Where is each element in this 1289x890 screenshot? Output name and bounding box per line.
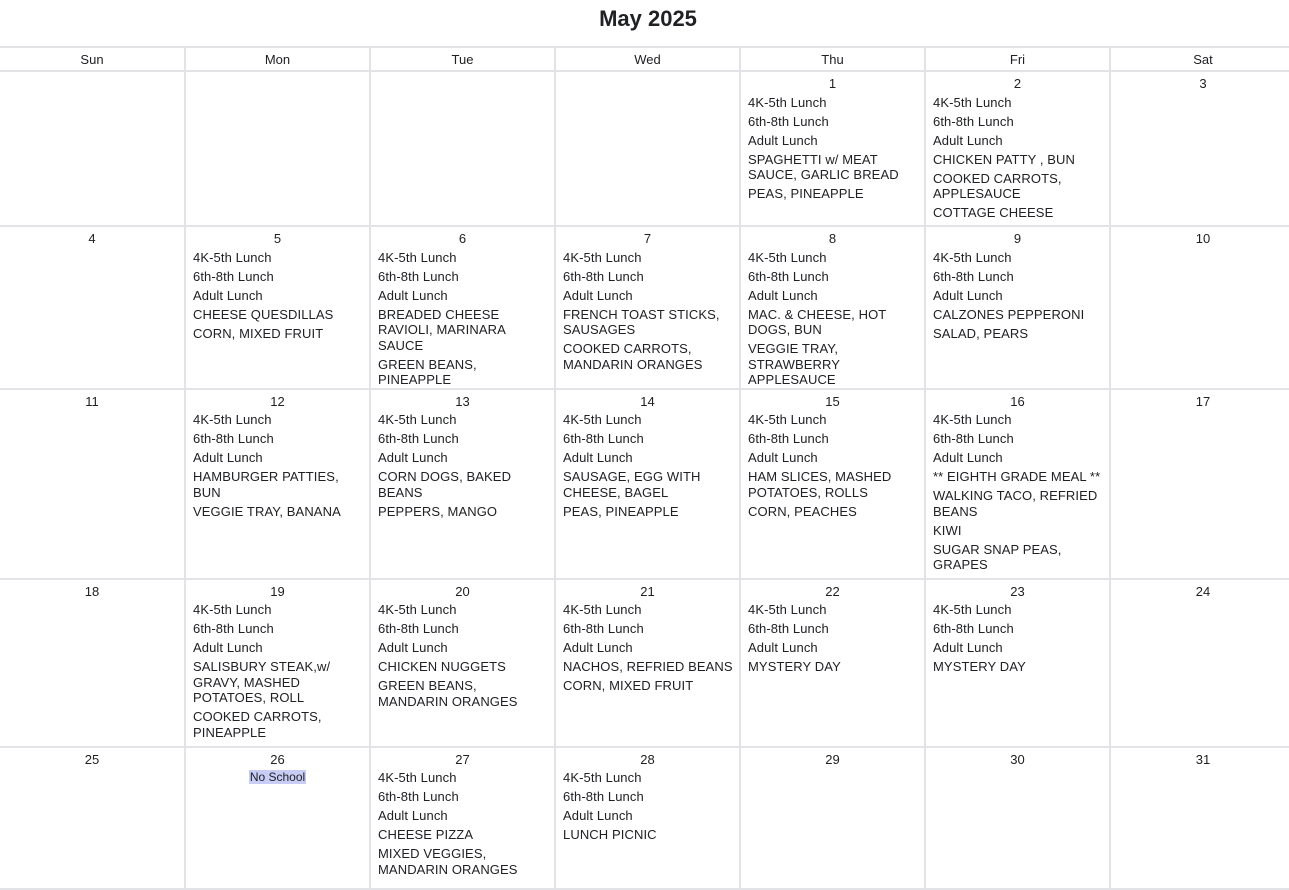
day-number: 27 (455, 751, 470, 767)
menu-list (371, 412, 554, 519)
day-cell[interactable] (370, 71, 555, 226)
lunch-group-link[interactable]: 4K-5th Lunch (748, 94, 827, 110)
day-cell[interactable] (370, 747, 555, 889)
lunch-group-link[interactable]: 4K-5th Lunch (748, 602, 827, 617)
day-cell[interactable] (1110, 389, 1289, 579)
menu-list (186, 250, 369, 342)
menu-item: WALKING TACO, REFRIED BEANS (933, 488, 1098, 519)
menu-list (371, 770, 554, 877)
lunch-group-link[interactable]: 4K-5th Lunch (563, 770, 642, 785)
lunch-group-link[interactable]: 6th-8th Lunch (748, 431, 829, 446)
day-number (556, 76, 739, 91)
lunch-group-link[interactable]: 4K-5th Lunch (378, 770, 457, 785)
day-cell[interactable] (740, 71, 925, 226)
lunch-group-link[interactable]: 4K-5th Lunch (933, 602, 1012, 617)
lunch-group-link[interactable]: 4K-5th Lunch (378, 412, 457, 427)
menu-list (741, 412, 924, 519)
week-row (0, 71, 1289, 226)
day-number: 7 (643, 231, 652, 246)
menu-item: FRENCH TOAST STICKS, SAUSAGES (563, 306, 720, 337)
day-cell[interactable] (1110, 71, 1289, 226)
day-cell[interactable] (925, 71, 1110, 226)
day-number: 2 (1013, 76, 1022, 91)
day-cell[interactable] (0, 71, 185, 226)
day-number (371, 76, 554, 91)
day-cell[interactable] (185, 226, 370, 389)
menu-item: GREEN BEANS, MANDARIN ORANGES (378, 678, 518, 709)
menu-item: BREADED CHEESE RAVIOLI, MARINARA SAUCE (378, 306, 506, 353)
menu-item: LUNCH PICNIC (563, 827, 657, 842)
day-cell[interactable] (1110, 226, 1289, 389)
lunch-group-link[interactable]: 6th-8th Lunch (748, 621, 829, 636)
lunch-group-link[interactable]: Adult Lunch (193, 450, 263, 465)
lunch-group-link[interactable]: 4K-5th Lunch (933, 94, 1012, 110)
lunch-group-link[interactable]: Adult Lunch (933, 450, 1003, 465)
day-number: 17 (1195, 393, 1211, 409)
menu-item: MAC. & CHEESE, HOT DOGS, BUN (748, 306, 887, 337)
menu-item: SUGAR SNAP PEAS, GRAPES (933, 541, 1062, 572)
day-cell[interactable] (0, 747, 185, 889)
day-cell[interactable] (0, 226, 185, 389)
day-number: 15 (825, 393, 840, 409)
day-number: 19 (270, 583, 285, 599)
menu-item: KIWI (933, 522, 962, 538)
day-cell[interactable] (740, 389, 925, 579)
menu-item: CHEESE QUESDILLAS (193, 306, 334, 322)
no-school-event[interactable] (186, 770, 369, 784)
week-row (0, 389, 1289, 579)
day-cell[interactable] (1110, 747, 1289, 889)
day-cell[interactable] (740, 226, 925, 389)
day-header-row (0, 47, 1289, 71)
day-number: 11 (85, 393, 99, 409)
menu-list (556, 602, 739, 694)
day-cell[interactable] (555, 226, 740, 389)
day-cell[interactable] (370, 389, 555, 579)
day-header-sun: Sun (0, 47, 185, 71)
lunch-group-link[interactable]: 6th-8th Lunch (933, 621, 1014, 636)
menu-item: CORN DOGS, BAKED BEANS (378, 469, 512, 500)
lunch-group-link[interactable]: 4K-5th Lunch (193, 249, 272, 265)
menu-item: CORN, MIXED FRUIT (563, 678, 694, 693)
day-number: 1 (828, 76, 837, 91)
day-number: 20 (455, 583, 470, 599)
menu-list (926, 412, 1109, 573)
lunch-group-link[interactable]: 6th-8th Lunch (563, 268, 644, 284)
lunch-group-link[interactable]: Adult Lunch (748, 450, 818, 465)
menu-item: CHEESE PIZZA (378, 827, 474, 842)
menu-list (741, 250, 924, 388)
menu-item: GREEN BEANS, PINEAPPLE (378, 356, 477, 387)
lunch-group-link[interactable]: Adult Lunch (563, 808, 633, 823)
day-number (0, 76, 184, 91)
lunch-group-link[interactable]: 6th-8th Lunch (933, 268, 1014, 284)
lunch-group-link[interactable]: 4K-5th Lunch (933, 249, 1012, 265)
lunch-group-link[interactable]: 4K-5th Lunch (933, 412, 1012, 427)
day-cell[interactable] (1110, 579, 1289, 747)
lunch-group-link[interactable]: 4K-5th Lunch (563, 412, 642, 427)
menu-list (186, 412, 369, 519)
lunch-group-link[interactable]: 4K-5th Lunch (563, 602, 642, 617)
menu-item: CHICKEN PATTY , BUN (933, 151, 1076, 167)
menu-item: PEAS, PINEAPPLE (748, 186, 864, 201)
day-number: 3 (1199, 76, 1207, 91)
day-cell[interactable] (555, 71, 740, 226)
day-cell[interactable] (0, 389, 185, 579)
menu-item: SPAGHETTI w/ MEAT SAUCE, GARLIC BREAD (748, 151, 899, 182)
lunch-group-link[interactable]: 6th-8th Lunch (563, 621, 644, 636)
day-number: 26 (270, 751, 285, 767)
day-number: 31 (1195, 751, 1211, 767)
menu-item: HAMBURGER PATTIES, BUN (193, 469, 339, 500)
lunch-group-link[interactable]: 6th-8th Lunch (933, 431, 1014, 446)
menu-list (556, 250, 739, 373)
menu-item: MYSTERY DAY (933, 659, 1026, 674)
day-number: 14 (640, 393, 655, 409)
menu-item: MIXED VEGGIES, MANDARIN ORANGES (378, 846, 518, 877)
lunch-group-link[interactable]: 4K-5th Lunch (378, 602, 457, 617)
menu-list (371, 602, 554, 709)
day-cell[interactable] (555, 747, 740, 889)
menu-list (741, 602, 924, 675)
lunch-group-link[interactable]: Adult Lunch (378, 450, 448, 465)
day-cell[interactable] (0, 579, 185, 747)
calendar-grid (0, 46, 1289, 890)
lunch-group-link[interactable]: Adult Lunch (933, 287, 1003, 303)
day-cell[interactable] (370, 579, 555, 747)
day-number: 5 (273, 231, 282, 246)
week-row (0, 226, 1289, 389)
day-number: 22 (825, 583, 840, 599)
day-number: 18 (84, 583, 100, 599)
menu-item: VEGGIE TRAY, STRAWBERRY APPLESAUCE (748, 341, 840, 387)
day-header-tue: Tue (370, 47, 555, 71)
menu-list (371, 250, 554, 388)
day-number: 8 (828, 231, 837, 246)
day-cell[interactable] (185, 71, 370, 226)
menu-item: COOKED CARROTS, PINEAPPLE (193, 709, 322, 740)
day-header-sat: Sat (1110, 47, 1289, 71)
menu-item: ** EIGHTH GRADE MEAL ** (933, 469, 1101, 484)
day-header-thu: Thu (740, 47, 925, 71)
lunch-group-link[interactable]: 6th-8th Lunch (378, 621, 459, 636)
menu-item: VEGGIE TRAY, BANANA (193, 503, 341, 519)
lunch-group-link[interactable]: Adult Lunch (748, 287, 818, 303)
menu-item: MYSTERY DAY (748, 659, 841, 674)
lunch-group-link[interactable]: 4K-5th Lunch (193, 602, 272, 617)
lunch-group-link[interactable]: 4K-5th Lunch (748, 249, 827, 265)
menu-list (556, 412, 739, 519)
day-header-mon: Mon (185, 47, 370, 71)
lunch-group-link[interactable]: 6th-8th Lunch (933, 113, 1014, 129)
menu-item: CORN, PEACHES (748, 503, 857, 519)
day-cell[interactable] (185, 747, 370, 889)
day-cell[interactable] (185, 389, 370, 579)
day-cell[interactable] (185, 579, 370, 747)
day-cell[interactable] (370, 226, 555, 389)
calendar-title: May 2025 (599, 6, 697, 31)
menu-item: HAM SLICES, MASHED POTATOES, ROLLS (748, 469, 892, 500)
lunch-group-link[interactable]: Adult Lunch (933, 640, 1003, 655)
lunch-group-link[interactable]: 4K-5th Lunch (193, 412, 272, 427)
week-row (0, 579, 1289, 747)
lunch-group-link[interactable]: Adult Lunch (563, 450, 633, 465)
lunch-group-link[interactable]: 6th-8th Lunch (378, 789, 459, 804)
lunch-group-link[interactable]: 6th-8th Lunch (193, 431, 274, 446)
event-label: No School (249, 769, 306, 784)
lunch-group-link[interactable]: Adult Lunch (378, 808, 448, 823)
day-cell[interactable] (740, 747, 925, 889)
lunch-group-link[interactable]: 6th-8th Lunch (748, 268, 829, 284)
day-number (186, 76, 369, 91)
lunch-group-link[interactable]: Adult Lunch (563, 287, 633, 303)
menu-list (926, 95, 1109, 221)
menu-list (186, 602, 369, 740)
day-cell[interactable] (925, 747, 1110, 889)
menu-item: CORN, MIXED FRUIT (193, 325, 324, 341)
day-number: 21 (640, 583, 655, 599)
day-cell[interactable] (925, 226, 1110, 389)
day-header-wed: Wed (555, 47, 740, 71)
day-number: 24 (1195, 583, 1211, 599)
menu-item: CALZONES PEPPERONI (933, 306, 1085, 322)
lunch-group-link[interactable]: Adult Lunch (193, 287, 263, 303)
lunch-group-link[interactable]: 4K-5th Lunch (378, 249, 457, 265)
lunch-group-link[interactable]: Adult Lunch (378, 287, 448, 303)
lunch-group-link[interactable]: 6th-8th Lunch (563, 431, 644, 446)
lunch-group-link[interactable]: 6th-8th Lunch (378, 268, 459, 284)
day-cell[interactable] (555, 579, 740, 747)
day-cell[interactable] (555, 389, 740, 579)
lunch-group-link[interactable]: 4K-5th Lunch (563, 249, 642, 265)
day-number: 30 (1010, 751, 1025, 767)
menu-list (741, 95, 924, 202)
lunch-group-link[interactable]: 6th-8th Lunch (193, 268, 274, 284)
lunch-group-link[interactable]: Adult Lunch (378, 640, 448, 655)
menu-item: PEAS, PINEAPPLE (563, 503, 679, 519)
menu-item: PEPPERS, MANGO (378, 503, 498, 519)
day-number: 13 (455, 393, 470, 409)
lunch-group-link[interactable]: 6th-8th Lunch (748, 113, 829, 129)
menu-item: SALAD, PEARS (933, 325, 1029, 341)
day-header-fri: Fri (925, 47, 1110, 71)
day-number: 23 (1010, 583, 1025, 599)
day-number: 10 (1195, 231, 1211, 246)
menu-item: CHICKEN NUGGETS (378, 659, 506, 674)
day-number: 12 (270, 393, 285, 409)
menu-item: NACHOS, REFRIED BEANS (563, 659, 733, 674)
day-cell[interactable] (925, 389, 1110, 579)
day-cell[interactable] (740, 579, 925, 747)
lunch-group-link[interactable]: Adult Lunch (748, 640, 818, 655)
day-number: 28 (640, 751, 655, 767)
day-number: 25 (84, 751, 100, 767)
menu-item: COOKED CARROTS, MANDARIN ORANGES (563, 341, 703, 372)
day-cell[interactable] (925, 579, 1110, 747)
lunch-group-link[interactable]: Adult Lunch (193, 640, 263, 655)
menu-list (926, 602, 1109, 675)
lunch-group-link[interactable]: Adult Lunch (748, 132, 818, 148)
week-row (0, 747, 1289, 889)
lunch-group-link[interactable]: 4K-5th Lunch (748, 412, 827, 427)
lunch-group-link[interactable]: 6th-8th Lunch (378, 431, 459, 446)
day-number: 9 (1013, 231, 1022, 246)
day-number: 4 (88, 231, 96, 246)
lunch-group-link[interactable]: 6th-8th Lunch (563, 789, 644, 804)
day-number: 29 (825, 751, 840, 767)
menu-item: COOKED CARROTS, APPLESAUCE (933, 170, 1062, 201)
menu-item: SALISBURY STEAK,w/ GRAVY, MASHED POTATOES, ROLL (193, 659, 331, 705)
lunch-group-link[interactable]: Adult Lunch (933, 132, 1003, 148)
lunch-group-link[interactable]: Adult Lunch (563, 640, 633, 655)
menu-item: SAUSAGE, EGG WITH CHEESE, BAGEL (563, 469, 701, 500)
menu-list (556, 770, 739, 843)
day-number: 16 (1010, 393, 1025, 409)
day-number: 6 (458, 231, 467, 246)
menu-item: COTTAGE CHEESE (933, 205, 1054, 220)
lunch-group-link[interactable]: 6th-8th Lunch (193, 621, 274, 636)
menu-list (926, 250, 1109, 342)
